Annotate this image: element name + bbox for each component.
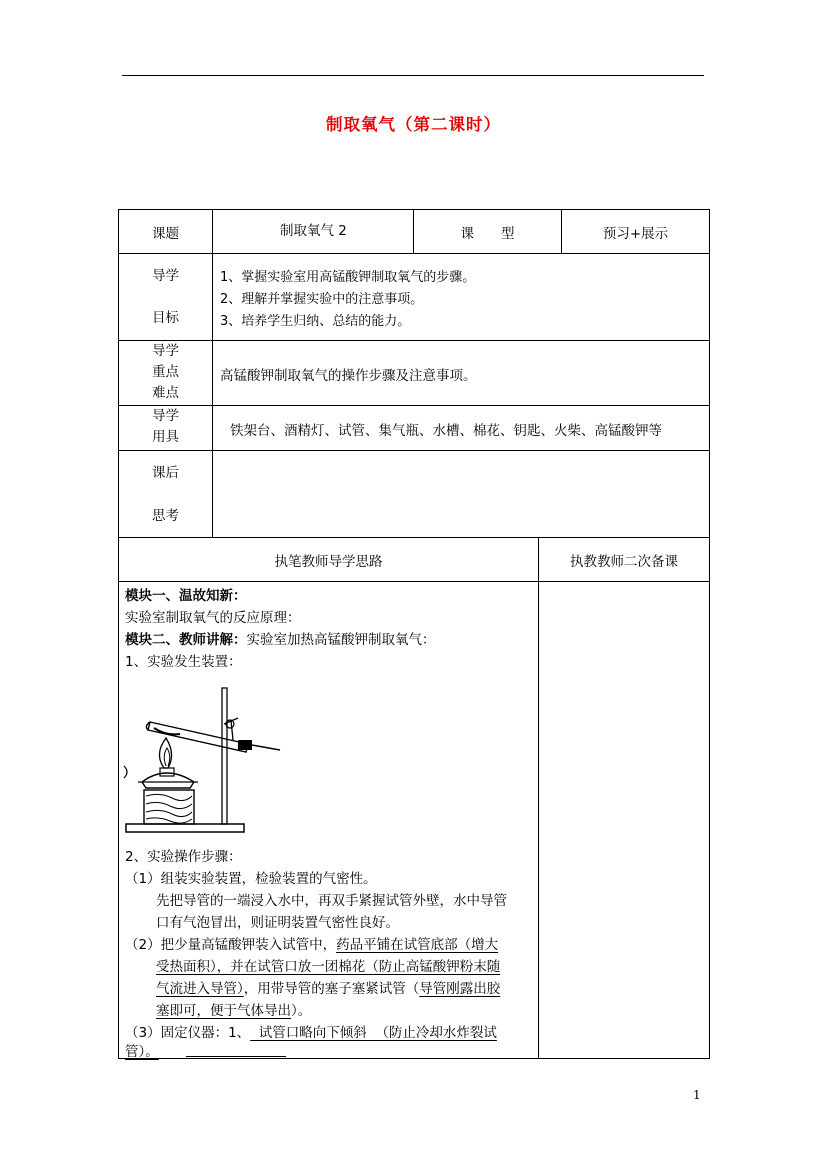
left-column-header: 执笔教师导学思路 <box>274 553 383 570</box>
goals-label-bottom: 目标 <box>152 310 179 326</box>
goal-item: 2、理解并掌握实验中的注意事项。 <box>220 292 424 307</box>
module2-line: 模块二、教师讲解：实验室加热高锰酸钾制取氧气： <box>125 632 436 648</box>
reflection-label-bottom: 思考 <box>152 508 179 524</box>
goal-item: 3、培养学生归纳、总结的能力。 <box>220 314 411 329</box>
reflection-label-top: 课后 <box>152 465 179 481</box>
answer-blank-line <box>186 1056 286 1057</box>
goal-item: 1、掌握实验室用高锰酸钾制取氧气的步骤。 <box>220 270 476 285</box>
keypoints-text: 高锰酸钾制取氧气的操作步骤及注意事项。 <box>220 368 477 384</box>
goals-label-top: 导学 <box>152 268 179 284</box>
page-number: 1 <box>693 1088 701 1102</box>
header-rule <box>122 75 704 76</box>
module1-line: 模块一、温故知新： <box>125 588 247 604</box>
module1-text: 实验室制取氧气的反应原理： <box>125 610 301 626</box>
type-label: 课 型 <box>460 225 515 242</box>
page-title: 制取氧气（第二课时） <box>326 115 501 134</box>
right-column-header: 执教教师二次备课 <box>570 553 678 570</box>
step2-3b: 管）。 <box>125 1044 159 1060</box>
step2-1c: 口有气泡冒出，则证明装置气密性良好。 <box>156 915 399 931</box>
topic-label: 课题 <box>152 225 179 242</box>
type-value: 预习+展示 <box>602 225 669 242</box>
step2-2a: （2）把少量高锰酸钾装入试管中，药品平铺在试管底部（增大 <box>125 937 499 953</box>
keypoints-label: 导学 重点 难点 <box>152 343 179 401</box>
step2-heading: 2、实验操作步骤： <box>125 849 242 865</box>
step1-heading: 1、实验发生装置： <box>125 654 242 670</box>
tools-label: 导学 用具 <box>152 408 179 445</box>
step2-3a: （3）固定仪器：1、 试管口略向下倾斜 （防止冷却水炸裂试 <box>125 1025 497 1041</box>
step2-1a: （1）组装实验装置，检验装置的气密性。 <box>125 871 377 887</box>
step2-1b: 先把导管的一端浸入水中，再双手紧握试管外壁，水中导管 <box>156 893 507 909</box>
step2-2d: 塞即可，便于气体导出）。 <box>156 1003 312 1019</box>
apparatus-illustration <box>120 684 290 840</box>
tools-text: 铁架台、酒精灯、试管、集气瓶、水槽、棉花、钥匙、火柴、高锰酸钾等 <box>230 423 662 439</box>
step2-2c: 气流进入导管），用带导管的塞子塞紧试管（导管刚露出胶 <box>156 981 501 997</box>
step2-2b: 受热面积），并在试管口放一团棉花（防止高锰酸钾粉末随 <box>156 959 501 975</box>
topic-value: 制取氧气 2 <box>280 223 347 239</box>
